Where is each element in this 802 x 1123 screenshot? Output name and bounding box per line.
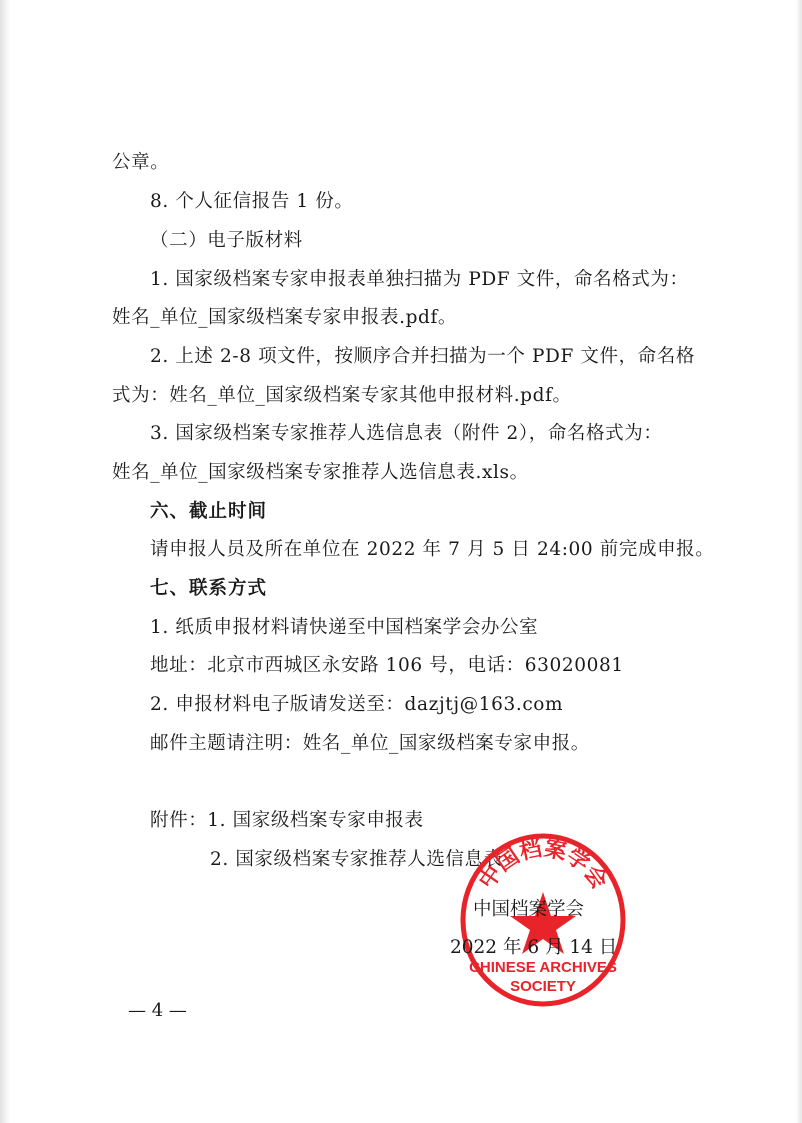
text-line: 地址：北京市西城区永安路 106 号，电话：63020081 — [150, 655, 624, 676]
text-line: 邮件主题请注明：姓名_单位_国家级档案专家申报。 — [150, 733, 590, 754]
section-subheading: （二）电子版材料 — [150, 230, 303, 251]
text-line: 3. 国家级档案专家推荐人选信息表（附件 2），命名格式为： — [150, 423, 663, 444]
text-line: 式为：姓名_单位_国家级档案专家其他申报材料.pdf。 — [112, 385, 572, 406]
text-line: 1. 国家级档案专家申报表单独扫描为 PDF 文件，命名格式为： — [150, 269, 689, 290]
seal-text-en: CHINESE ARCHIVES — [469, 959, 617, 976]
signature-organization: 中国档案学会 — [473, 899, 585, 920]
section-heading: 七、联系方式 — [150, 578, 268, 599]
text-line: 姓名_单位_国家级档案专家申报表.pdf。 — [112, 307, 458, 328]
text-line: 1. 纸质申报材料请快递至中国档案学会办公室 — [150, 617, 539, 638]
attachment-list-item: 2. 国家级档案专家推荐人选信息表 — [210, 849, 503, 870]
seal-text-cn: 中国档案学会 — [474, 836, 612, 894]
attachment-list-item: 附件：1. 国家级档案专家申报表 — [150, 810, 424, 831]
text-line: 姓名_单位_国家级档案专家推荐人选信息表.xls。 — [112, 462, 529, 483]
section-heading: 六、截止时间 — [150, 501, 268, 522]
text-line: 请申报人员及所在单位在 2022 年 7 月 5 日 24:00 前完成申报。 — [150, 539, 715, 560]
page-number: — 4 — — [128, 1000, 187, 1021]
text-line: 2. 申报材料电子版请发送至：dazjtj@163.com — [150, 694, 564, 715]
text-line: 2. 上述 2-8 项文件，按顺序合并扫描为一个 PDF 文件，命名格 — [150, 346, 695, 367]
seal-text-en: SOCIETY — [510, 978, 576, 995]
text-line: 公章。 — [112, 152, 170, 173]
signature-date: 2022 年 6 月 14 日 — [450, 937, 618, 958]
page-edge-shadow — [0, 0, 10, 1123]
text-line: 8. 个人征信报告 1 份。 — [150, 191, 354, 212]
page-edge-shadow — [796, 0, 802, 1123]
